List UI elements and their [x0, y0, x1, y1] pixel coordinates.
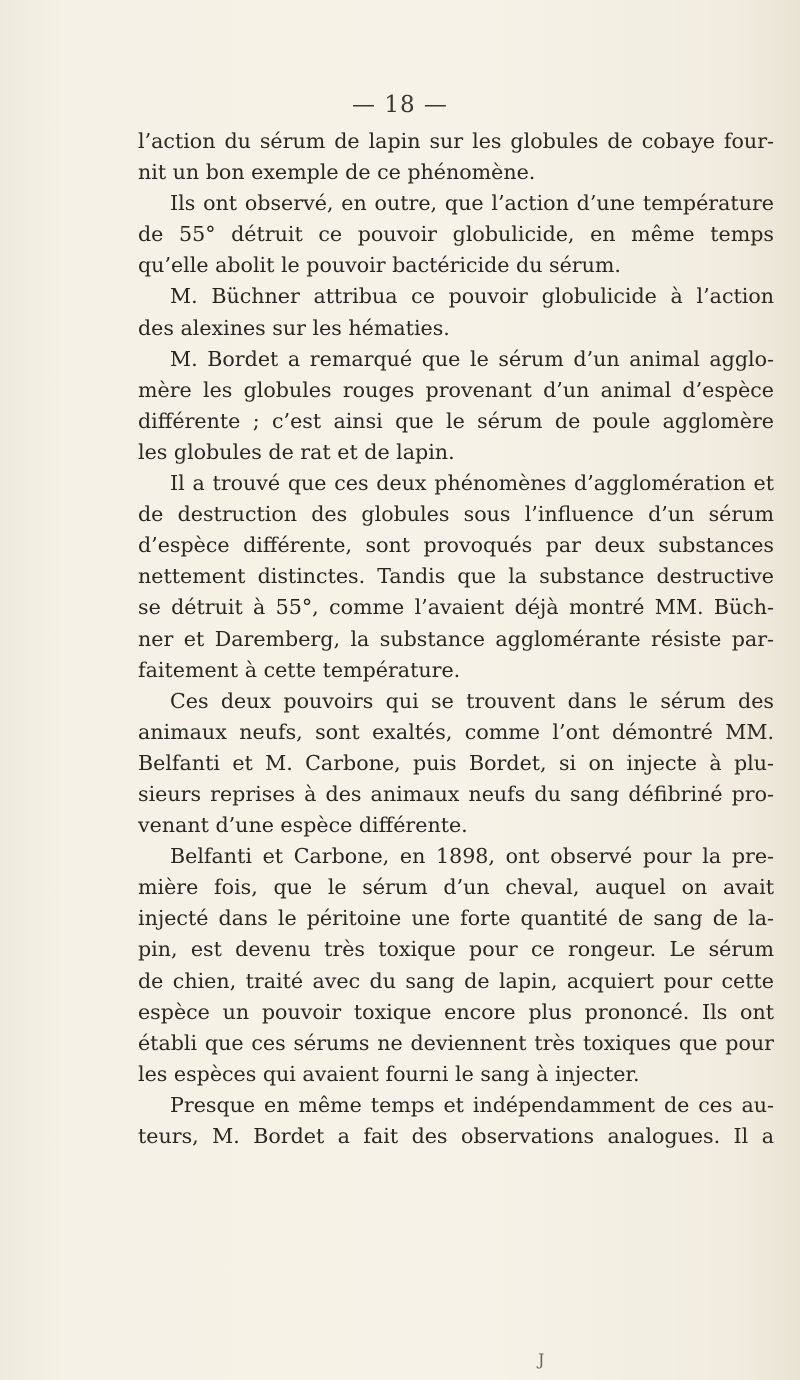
- text-line: Ces deux pouvoirs qui se trouvent dans le sérum des: [170, 688, 774, 713]
- paragraph: [138, 686, 774, 841]
- text-line: l’action du sérum de lapin sur les globules de cobaye four-: [138, 129, 774, 153]
- text-line: qu’elle abolit le pouvoir bactéricide du sérum.: [138, 253, 621, 278]
- text-line: des alexines sur les hématies.: [138, 315, 450, 340]
- text-line: les globules de rat et de lapin.: [138, 439, 455, 464]
- text-line: différente ; c’est ainsi que le sérum de poule agglomère: [138, 408, 774, 433]
- text-line: Ils ont observé, en outre, que l’action d’une température: [170, 191, 774, 216]
- text-line: venant d’une espèce différente.: [138, 813, 468, 838]
- text-line: mière fois, que le sérum d’un cheval, auquel on avait: [138, 875, 774, 900]
- text-line: animaux neufs, sont exaltés, comme l’ont démontré MM.: [138, 719, 774, 744]
- text-line: M. Büchner attribua ce pouvoir globulicide à l’action: [170, 284, 774, 309]
- page-number: — 18 —: [352, 92, 448, 118]
- text-line: Presque en même temps et indépendamment de ces au-: [170, 1092, 774, 1117]
- text-line: espèce un pouvoir toxique encore plus prononcé. Ils ont: [138, 999, 774, 1024]
- paragraph: [138, 281, 774, 343]
- paragraph: [138, 1090, 774, 1152]
- text-line: les espèces qui avaient fourni le sang à injecter.: [138, 1061, 640, 1086]
- text-line: teurs, M. Bordet a fait des observations analogues. Il a: [138, 1124, 774, 1148]
- text-line: M. Bordet a remarqué que le sérum d’un animal agglo-: [170, 346, 774, 371]
- text-line: de chien, traité avec du sang de lapin, acquiert pour cette: [138, 968, 774, 993]
- text-line: Il a trouvé que ces deux phénomènes d’agglomération et: [170, 471, 774, 496]
- text-line: de destruction des globules sous l’influence d’un sérum: [138, 502, 774, 527]
- text-line: nit un bon exemple de ce phénomène.: [138, 160, 536, 185]
- text-line: ner et Daremberg, la substance agglomérante résiste par-: [138, 626, 774, 651]
- paragraph: [138, 841, 774, 1090]
- footer-mark: J: [538, 1350, 545, 1369]
- paragraph: [138, 468, 774, 686]
- paragraph: [138, 126, 774, 188]
- text-line: Belfanti et M. Carbone, puis Bordet, si on injecte à plu-: [138, 750, 774, 775]
- text-line: établi que ces sérums ne deviennent très toxiques que pour: [138, 1030, 774, 1055]
- paragraph: [138, 188, 774, 281]
- text-line: de 55° détruit ce pouvoir globulicide, en même temps: [138, 222, 774, 247]
- body-text: [138, 126, 774, 1152]
- text-line: mère les globules rouges provenant d’un animal d’espèce: [138, 377, 774, 402]
- text-line: nettement distinctes. Tandis que la substance destructive: [138, 564, 774, 589]
- text-line: injecté dans le péritoine une forte quantité de sang de la-: [138, 906, 774, 931]
- text-line: d’espèce différente, sont provoqués par deux substances: [138, 533, 774, 558]
- paragraph: [138, 344, 774, 468]
- text-line: pin, est devenu très toxique pour ce rongeur. Le sérum: [138, 937, 774, 962]
- text-line: Belfanti et Carbone, en 1898, ont observé pour la pre-: [170, 844, 774, 869]
- text-line: se détruit à 55°, comme l’avaient déjà montré MM. Büch-: [138, 595, 774, 620]
- text-line: sieurs reprises à des animaux neufs du sang défibriné pro-: [138, 781, 774, 806]
- text-line: faitement à cette température.: [138, 657, 461, 682]
